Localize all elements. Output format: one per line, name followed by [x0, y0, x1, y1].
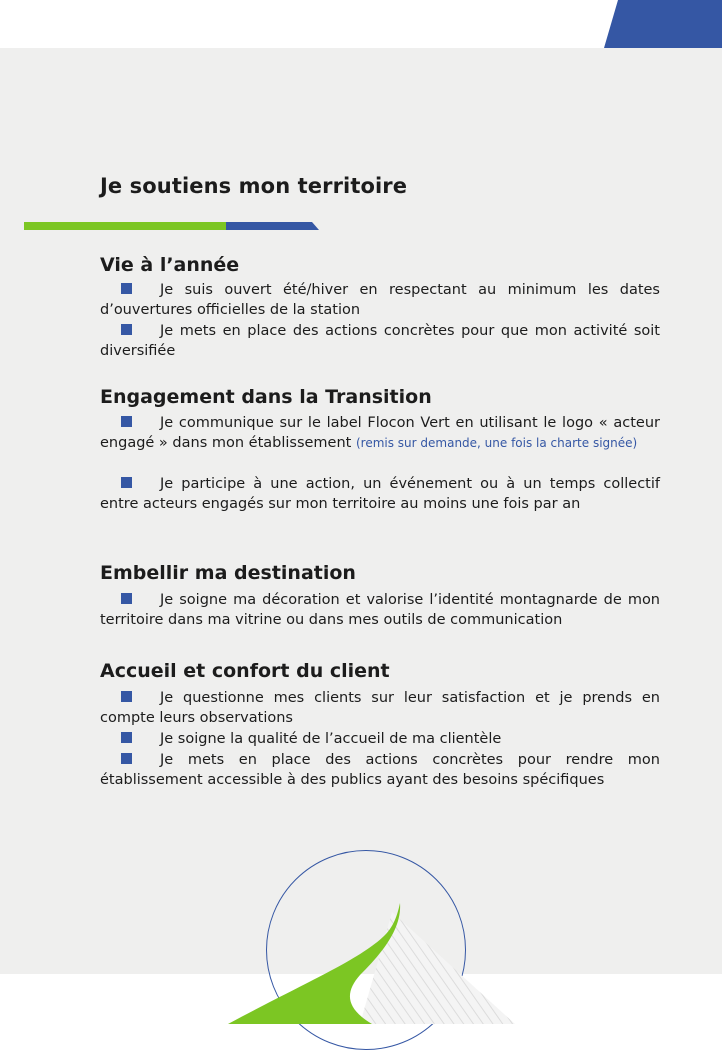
item-text: Je suis ouvert été/hiver en respectant au minimum les dates d’ouvertures officielles de la station — [100, 282, 660, 318]
item-note: (remis sur demande, une fois la charte signée) — [355, 436, 638, 450]
striped-slope-shape — [360, 912, 515, 1024]
item-text: Je communique sur le label Flocon Vert en utilisant le logo « acteur engagé » dans mon établissement — [100, 415, 660, 451]
item-text: Je mets en place des actions concrètes pour rendre mon établissement accessible à des publics ayant des besoins spécifiques — [100, 752, 660, 788]
section-title-accueil: Accueil et confort du client — [100, 660, 390, 682]
item-text: Je soigne ma décoration et valorise l’identité montagnarde de mon territoire dans ma vitrine ou dans mes outils de communication — [100, 592, 660, 628]
item-text: Je participe à une action, un événement ou à un temps collectif entre acteurs engagés sur mon territoire au moins une fois par an — [100, 476, 660, 512]
item-text: Je mets en place des actions concrètes pour que mon activité soit diversifiée — [100, 323, 660, 359]
item-text: Je questionne mes clients sur leur satisfaction et je prends en compte leurs observations — [100, 690, 660, 726]
section-title-engagement: Engagement dans la Transition — [100, 386, 432, 408]
section-title-embellir: Embellir ma destination — [100, 562, 356, 584]
item-text: Je soigne la qualité de l’accueil de ma clientèle — [160, 731, 502, 747]
section-title-vie-a-lannee: Vie à l’année — [100, 254, 240, 276]
page-title: Je soutiens mon territoire — [100, 174, 408, 198]
